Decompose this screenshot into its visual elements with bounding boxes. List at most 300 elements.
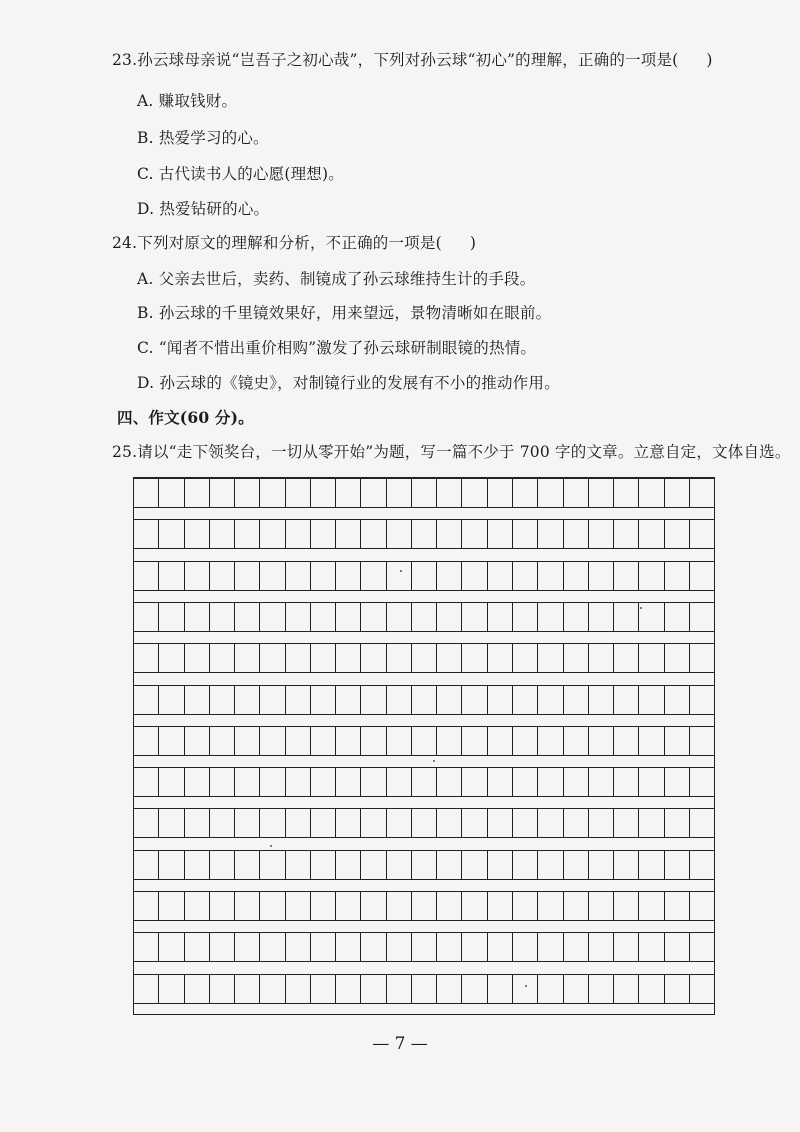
grid-cell[interactable] bbox=[690, 603, 714, 631]
grid-cell[interactable] bbox=[260, 562, 285, 590]
grid-cell[interactable] bbox=[361, 603, 386, 631]
grid-cell[interactable] bbox=[185, 933, 210, 961]
grid-cell[interactable] bbox=[665, 603, 690, 631]
grid-cell[interactable] bbox=[361, 562, 386, 590]
grid-cell[interactable] bbox=[665, 768, 690, 796]
grid-cell[interactable] bbox=[665, 933, 690, 961]
grid-cell[interactable] bbox=[336, 562, 361, 590]
grid-cell[interactable] bbox=[639, 975, 664, 1003]
grid-cell[interactable] bbox=[235, 892, 260, 920]
grid-cell[interactable] bbox=[538, 851, 563, 879]
grid-cell[interactable] bbox=[639, 562, 664, 590]
grid-cell[interactable] bbox=[235, 562, 260, 590]
grid-cell[interactable] bbox=[159, 686, 184, 714]
grid-cell[interactable] bbox=[639, 727, 664, 755]
grid-cell[interactable] bbox=[311, 479, 336, 507]
grid-cell[interactable] bbox=[614, 975, 639, 1003]
grid-cell[interactable] bbox=[387, 686, 412, 714]
grid-cell[interactable] bbox=[462, 603, 487, 631]
grid-cell[interactable] bbox=[639, 520, 664, 548]
grid-cell[interactable] bbox=[462, 686, 487, 714]
grid-cell[interactable] bbox=[361, 479, 386, 507]
grid-cell[interactable] bbox=[134, 686, 159, 714]
grid-cell[interactable] bbox=[614, 603, 639, 631]
grid-cell[interactable] bbox=[260, 520, 285, 548]
grid-cell[interactable] bbox=[412, 727, 437, 755]
grid-cell[interactable] bbox=[311, 644, 336, 672]
grid-cell[interactable] bbox=[513, 975, 538, 1003]
grid-cell[interactable] bbox=[488, 562, 513, 590]
grid-cell[interactable] bbox=[665, 975, 690, 1003]
grid-cell[interactable] bbox=[260, 892, 285, 920]
grid-cell[interactable] bbox=[361, 892, 386, 920]
grid-cell[interactable] bbox=[387, 933, 412, 961]
grid-cell[interactable] bbox=[336, 479, 361, 507]
grid-cell[interactable] bbox=[387, 892, 412, 920]
grid-cell[interactable] bbox=[235, 520, 260, 548]
grid-cell[interactable] bbox=[260, 727, 285, 755]
grid-cell[interactable] bbox=[639, 851, 664, 879]
grid-cell[interactable] bbox=[513, 479, 538, 507]
grid-cell[interactable] bbox=[538, 686, 563, 714]
grid-cell[interactable] bbox=[488, 768, 513, 796]
grid-cell[interactable] bbox=[639, 644, 664, 672]
grid-cell[interactable] bbox=[589, 809, 614, 837]
grid-cell[interactable] bbox=[690, 892, 714, 920]
grid-cell[interactable] bbox=[336, 520, 361, 548]
grid-cell[interactable] bbox=[235, 727, 260, 755]
grid-cell[interactable] bbox=[210, 479, 235, 507]
grid-cell[interactable] bbox=[134, 603, 159, 631]
grid-cell[interactable] bbox=[361, 933, 386, 961]
grid-cell[interactable] bbox=[286, 768, 311, 796]
grid-cell[interactable] bbox=[412, 975, 437, 1003]
grid-cell[interactable] bbox=[513, 809, 538, 837]
grid-cell[interactable] bbox=[210, 520, 235, 548]
grid-cell[interactable] bbox=[538, 479, 563, 507]
grid-cell[interactable] bbox=[159, 727, 184, 755]
grid-cell[interactable] bbox=[185, 479, 210, 507]
grid-cell[interactable] bbox=[488, 603, 513, 631]
grid-cell[interactable] bbox=[286, 562, 311, 590]
grid-cell[interactable] bbox=[614, 562, 639, 590]
grid-cell[interactable] bbox=[260, 686, 285, 714]
grid-cell[interactable] bbox=[286, 686, 311, 714]
grid-cell[interactable] bbox=[412, 520, 437, 548]
grid-cell[interactable] bbox=[361, 768, 386, 796]
grid-cell[interactable] bbox=[564, 892, 589, 920]
grid-cell[interactable] bbox=[462, 851, 487, 879]
grid-cell[interactable] bbox=[260, 975, 285, 1003]
grid-cell[interactable] bbox=[538, 727, 563, 755]
grid-cell[interactable] bbox=[412, 892, 437, 920]
grid-cell[interactable] bbox=[311, 809, 336, 837]
grid-cell[interactable] bbox=[159, 933, 184, 961]
grid-cell[interactable] bbox=[412, 562, 437, 590]
grid-cell[interactable] bbox=[462, 975, 487, 1003]
grid-cell[interactable] bbox=[387, 603, 412, 631]
grid-cell[interactable] bbox=[260, 479, 285, 507]
grid-cell[interactable] bbox=[462, 562, 487, 590]
grid-cell[interactable] bbox=[336, 644, 361, 672]
grid-cell[interactable] bbox=[589, 644, 614, 672]
grid-cell[interactable] bbox=[159, 644, 184, 672]
grid-cell[interactable] bbox=[361, 644, 386, 672]
grid-cell[interactable] bbox=[159, 851, 184, 879]
grid-cell[interactable] bbox=[387, 644, 412, 672]
grid-cell[interactable] bbox=[311, 768, 336, 796]
grid-cell[interactable] bbox=[210, 975, 235, 1003]
grid-cell[interactable] bbox=[185, 603, 210, 631]
grid-cell[interactable] bbox=[589, 851, 614, 879]
grid-cell[interactable] bbox=[336, 851, 361, 879]
grid-cell[interactable] bbox=[690, 975, 714, 1003]
grid-cell[interactable] bbox=[564, 809, 589, 837]
grid-cell[interactable] bbox=[185, 686, 210, 714]
grid-cell[interactable] bbox=[210, 933, 235, 961]
grid-cell[interactable] bbox=[513, 603, 538, 631]
grid-cell[interactable] bbox=[665, 562, 690, 590]
grid-cell[interactable] bbox=[665, 851, 690, 879]
grid-cell[interactable] bbox=[437, 851, 462, 879]
grid-cell[interactable] bbox=[387, 768, 412, 796]
grid-cell[interactable] bbox=[538, 562, 563, 590]
grid-cell[interactable] bbox=[235, 975, 260, 1003]
grid-cell[interactable] bbox=[538, 603, 563, 631]
grid-cell[interactable] bbox=[488, 479, 513, 507]
grid-cell[interactable] bbox=[564, 520, 589, 548]
grid-cell[interactable] bbox=[235, 603, 260, 631]
grid-cell[interactable] bbox=[437, 562, 462, 590]
grid-cell[interactable] bbox=[639, 768, 664, 796]
grid-cell[interactable] bbox=[185, 851, 210, 879]
grid-cell[interactable] bbox=[387, 851, 412, 879]
grid-cell[interactable] bbox=[260, 644, 285, 672]
grid-cell[interactable] bbox=[210, 727, 235, 755]
grid-cell[interactable] bbox=[690, 686, 714, 714]
grid-cell[interactable] bbox=[665, 520, 690, 548]
grid-cell[interactable] bbox=[614, 644, 639, 672]
grid-cell[interactable] bbox=[437, 768, 462, 796]
grid-cell[interactable] bbox=[336, 686, 361, 714]
grid-cell[interactable] bbox=[260, 809, 285, 837]
grid-cell[interactable] bbox=[589, 686, 614, 714]
grid-cell[interactable] bbox=[538, 933, 563, 961]
grid-cell[interactable] bbox=[286, 892, 311, 920]
grid-cell[interactable] bbox=[589, 562, 614, 590]
grid-cell[interactable] bbox=[589, 975, 614, 1003]
grid-cell[interactable] bbox=[488, 975, 513, 1003]
grid-cell[interactable] bbox=[665, 727, 690, 755]
grid-cell[interactable] bbox=[336, 727, 361, 755]
grid-cell[interactable] bbox=[437, 727, 462, 755]
grid-cell[interactable] bbox=[361, 851, 386, 879]
grid-cell[interactable] bbox=[134, 851, 159, 879]
grid-cell[interactable] bbox=[159, 603, 184, 631]
grid-cell[interactable] bbox=[311, 603, 336, 631]
grid-cell[interactable] bbox=[564, 603, 589, 631]
grid-cell[interactable] bbox=[134, 727, 159, 755]
grid-cell[interactable] bbox=[134, 809, 159, 837]
grid-cell[interactable] bbox=[134, 520, 159, 548]
grid-cell[interactable] bbox=[286, 851, 311, 879]
grid-cell[interactable] bbox=[311, 975, 336, 1003]
grid-cell[interactable] bbox=[538, 768, 563, 796]
grid-cell[interactable] bbox=[564, 768, 589, 796]
grid-cell[interactable] bbox=[134, 892, 159, 920]
grid-cell[interactable] bbox=[412, 479, 437, 507]
grid-cell[interactable] bbox=[589, 727, 614, 755]
grid-cell[interactable] bbox=[336, 892, 361, 920]
grid-cell[interactable] bbox=[437, 479, 462, 507]
grid-cell[interactable] bbox=[361, 727, 386, 755]
grid-cell[interactable] bbox=[260, 933, 285, 961]
grid-cell[interactable] bbox=[159, 562, 184, 590]
grid-cell[interactable] bbox=[513, 933, 538, 961]
grid-cell[interactable] bbox=[210, 644, 235, 672]
grid-cell[interactable] bbox=[311, 851, 336, 879]
grid-cell[interactable] bbox=[412, 768, 437, 796]
grid-cell[interactable] bbox=[412, 644, 437, 672]
grid-cell[interactable] bbox=[513, 851, 538, 879]
grid-cell[interactable] bbox=[185, 644, 210, 672]
grid-cell[interactable] bbox=[614, 520, 639, 548]
grid-cell[interactable] bbox=[387, 479, 412, 507]
grid-cell[interactable] bbox=[614, 892, 639, 920]
grid-cell[interactable] bbox=[210, 603, 235, 631]
grid-cell[interactable] bbox=[361, 520, 386, 548]
grid-cell[interactable] bbox=[462, 809, 487, 837]
grid-cell[interactable] bbox=[437, 809, 462, 837]
grid-cell[interactable] bbox=[564, 479, 589, 507]
grid-cell[interactable] bbox=[665, 479, 690, 507]
grid-cell[interactable] bbox=[311, 520, 336, 548]
grid-cell[interactable] bbox=[690, 520, 714, 548]
grid-cell[interactable] bbox=[690, 851, 714, 879]
grid-cell[interactable] bbox=[488, 644, 513, 672]
grid-cell[interactable] bbox=[210, 851, 235, 879]
grid-cell[interactable] bbox=[235, 851, 260, 879]
grid-cell[interactable] bbox=[564, 562, 589, 590]
grid-cell[interactable] bbox=[589, 479, 614, 507]
grid-cell[interactable] bbox=[210, 768, 235, 796]
grid-cell[interactable] bbox=[462, 768, 487, 796]
grid-cell[interactable] bbox=[159, 479, 184, 507]
grid-cell[interactable] bbox=[639, 892, 664, 920]
grid-cell[interactable] bbox=[235, 479, 260, 507]
grid-cell[interactable] bbox=[564, 727, 589, 755]
grid-cell[interactable] bbox=[488, 851, 513, 879]
grid-cell[interactable] bbox=[614, 768, 639, 796]
grid-cell[interactable] bbox=[614, 933, 639, 961]
grid-cell[interactable] bbox=[235, 644, 260, 672]
grid-cell[interactable] bbox=[260, 768, 285, 796]
grid-cell[interactable] bbox=[488, 933, 513, 961]
grid-cell[interactable] bbox=[185, 768, 210, 796]
grid-cell[interactable] bbox=[286, 727, 311, 755]
grid-cell[interactable] bbox=[134, 562, 159, 590]
grid-cell[interactable] bbox=[665, 686, 690, 714]
grid-cell[interactable] bbox=[260, 603, 285, 631]
grid-cell[interactable] bbox=[311, 727, 336, 755]
grid-cell[interactable] bbox=[589, 768, 614, 796]
grid-cell[interactable] bbox=[538, 892, 563, 920]
grid-cell[interactable] bbox=[260, 851, 285, 879]
grid-cell[interactable] bbox=[639, 933, 664, 961]
grid-cell[interactable] bbox=[159, 809, 184, 837]
grid-cell[interactable] bbox=[690, 809, 714, 837]
grid-cell[interactable] bbox=[462, 933, 487, 961]
grid-cell[interactable] bbox=[336, 809, 361, 837]
grid-cell[interactable] bbox=[185, 809, 210, 837]
grid-cell[interactable] bbox=[412, 933, 437, 961]
grid-cell[interactable] bbox=[564, 975, 589, 1003]
grid-cell[interactable] bbox=[286, 975, 311, 1003]
grid-cell[interactable] bbox=[336, 933, 361, 961]
grid-cell[interactable] bbox=[336, 603, 361, 631]
grid-cell[interactable] bbox=[513, 562, 538, 590]
grid-cell[interactable] bbox=[690, 727, 714, 755]
grid-cell[interactable] bbox=[564, 644, 589, 672]
grid-cell[interactable] bbox=[387, 809, 412, 837]
grid-cell[interactable] bbox=[159, 768, 184, 796]
grid-cell[interactable] bbox=[513, 644, 538, 672]
grid-cell[interactable] bbox=[614, 479, 639, 507]
grid-cell[interactable] bbox=[336, 768, 361, 796]
grid-cell[interactable] bbox=[614, 727, 639, 755]
grid-cell[interactable] bbox=[462, 520, 487, 548]
grid-cell[interactable] bbox=[210, 892, 235, 920]
grid-cell[interactable] bbox=[690, 933, 714, 961]
grid-cell[interactable] bbox=[235, 933, 260, 961]
grid-cell[interactable] bbox=[134, 933, 159, 961]
grid-cell[interactable] bbox=[235, 768, 260, 796]
grid-cell[interactable] bbox=[462, 727, 487, 755]
grid-cell[interactable] bbox=[589, 892, 614, 920]
grid-cell[interactable] bbox=[614, 686, 639, 714]
grid-cell[interactable] bbox=[185, 892, 210, 920]
grid-cell[interactable] bbox=[311, 562, 336, 590]
grid-cell[interactable] bbox=[185, 727, 210, 755]
grid-cell[interactable] bbox=[134, 768, 159, 796]
grid-cell[interactable] bbox=[185, 520, 210, 548]
grid-cell[interactable] bbox=[665, 809, 690, 837]
grid-cell[interactable] bbox=[159, 520, 184, 548]
grid-cell[interactable] bbox=[387, 562, 412, 590]
grid-cell[interactable] bbox=[589, 520, 614, 548]
grid-cell[interactable] bbox=[336, 975, 361, 1003]
grid-cell[interactable] bbox=[639, 686, 664, 714]
grid-cell[interactable] bbox=[387, 727, 412, 755]
grid-cell[interactable] bbox=[614, 809, 639, 837]
grid-cell[interactable] bbox=[159, 892, 184, 920]
grid-cell[interactable] bbox=[589, 933, 614, 961]
grid-cell[interactable] bbox=[538, 644, 563, 672]
grid-cell[interactable] bbox=[286, 603, 311, 631]
grid-cell[interactable] bbox=[437, 644, 462, 672]
grid-cell[interactable] bbox=[361, 686, 386, 714]
grid-cell[interactable] bbox=[639, 603, 664, 631]
grid-cell[interactable] bbox=[614, 851, 639, 879]
grid-cell[interactable] bbox=[564, 686, 589, 714]
grid-cell[interactable] bbox=[513, 686, 538, 714]
grid-cell[interactable] bbox=[690, 644, 714, 672]
grid-cell[interactable] bbox=[437, 686, 462, 714]
grid-cell[interactable] bbox=[513, 892, 538, 920]
grid-cell[interactable] bbox=[665, 644, 690, 672]
grid-cell[interactable] bbox=[311, 892, 336, 920]
grid-cell[interactable] bbox=[690, 479, 714, 507]
grid-cell[interactable] bbox=[134, 975, 159, 1003]
grid-cell[interactable] bbox=[286, 520, 311, 548]
grid-cell[interactable] bbox=[210, 562, 235, 590]
grid-cell[interactable] bbox=[488, 686, 513, 714]
grid-cell[interactable] bbox=[387, 520, 412, 548]
grid-cell[interactable] bbox=[185, 975, 210, 1003]
grid-cell[interactable] bbox=[538, 520, 563, 548]
grid-cell[interactable] bbox=[690, 768, 714, 796]
grid-cell[interactable] bbox=[690, 562, 714, 590]
grid-cell[interactable] bbox=[513, 727, 538, 755]
grid-cell[interactable] bbox=[311, 933, 336, 961]
grid-cell[interactable] bbox=[488, 809, 513, 837]
grid-cell[interactable] bbox=[185, 562, 210, 590]
grid-cell[interactable] bbox=[564, 851, 589, 879]
grid-cell[interactable] bbox=[437, 933, 462, 961]
grid-cell[interactable] bbox=[412, 851, 437, 879]
grid-cell[interactable] bbox=[488, 727, 513, 755]
grid-cell[interactable] bbox=[564, 933, 589, 961]
grid-cell[interactable] bbox=[538, 809, 563, 837]
grid-cell[interactable] bbox=[437, 520, 462, 548]
grid-cell[interactable] bbox=[361, 975, 386, 1003]
grid-cell[interactable] bbox=[412, 686, 437, 714]
grid-cell[interactable] bbox=[387, 975, 412, 1003]
grid-cell[interactable] bbox=[235, 809, 260, 837]
grid-cell[interactable] bbox=[513, 520, 538, 548]
grid-cell[interactable] bbox=[462, 479, 487, 507]
grid-cell[interactable] bbox=[235, 686, 260, 714]
grid-cell[interactable] bbox=[488, 520, 513, 548]
grid-cell[interactable] bbox=[639, 809, 664, 837]
grid-cell[interactable] bbox=[462, 644, 487, 672]
grid-cell[interactable] bbox=[286, 933, 311, 961]
grid-cell[interactable] bbox=[134, 479, 159, 507]
grid-cell[interactable] bbox=[134, 644, 159, 672]
grid-cell[interactable] bbox=[639, 479, 664, 507]
grid-cell[interactable] bbox=[462, 892, 487, 920]
grid-cell[interactable] bbox=[286, 479, 311, 507]
grid-cell[interactable] bbox=[488, 892, 513, 920]
grid-cell[interactable] bbox=[311, 686, 336, 714]
grid-cell[interactable] bbox=[513, 768, 538, 796]
grid-cell[interactable] bbox=[538, 975, 563, 1003]
grid-cell[interactable] bbox=[210, 809, 235, 837]
grid-cell[interactable] bbox=[286, 644, 311, 672]
grid-cell[interactable] bbox=[412, 603, 437, 631]
grid-cell[interactable] bbox=[210, 686, 235, 714]
grid-cell[interactable] bbox=[589, 603, 614, 631]
grid-cell[interactable] bbox=[412, 809, 437, 837]
grid-cell[interactable] bbox=[286, 809, 311, 837]
writing-grid[interactable] bbox=[133, 477, 715, 1015]
grid-cell[interactable] bbox=[159, 975, 184, 1003]
grid-cell[interactable] bbox=[437, 892, 462, 920]
grid-cell[interactable] bbox=[361, 809, 386, 837]
grid-cell[interactable] bbox=[665, 892, 690, 920]
grid-cell[interactable] bbox=[437, 975, 462, 1003]
grid-cell[interactable] bbox=[437, 603, 462, 631]
